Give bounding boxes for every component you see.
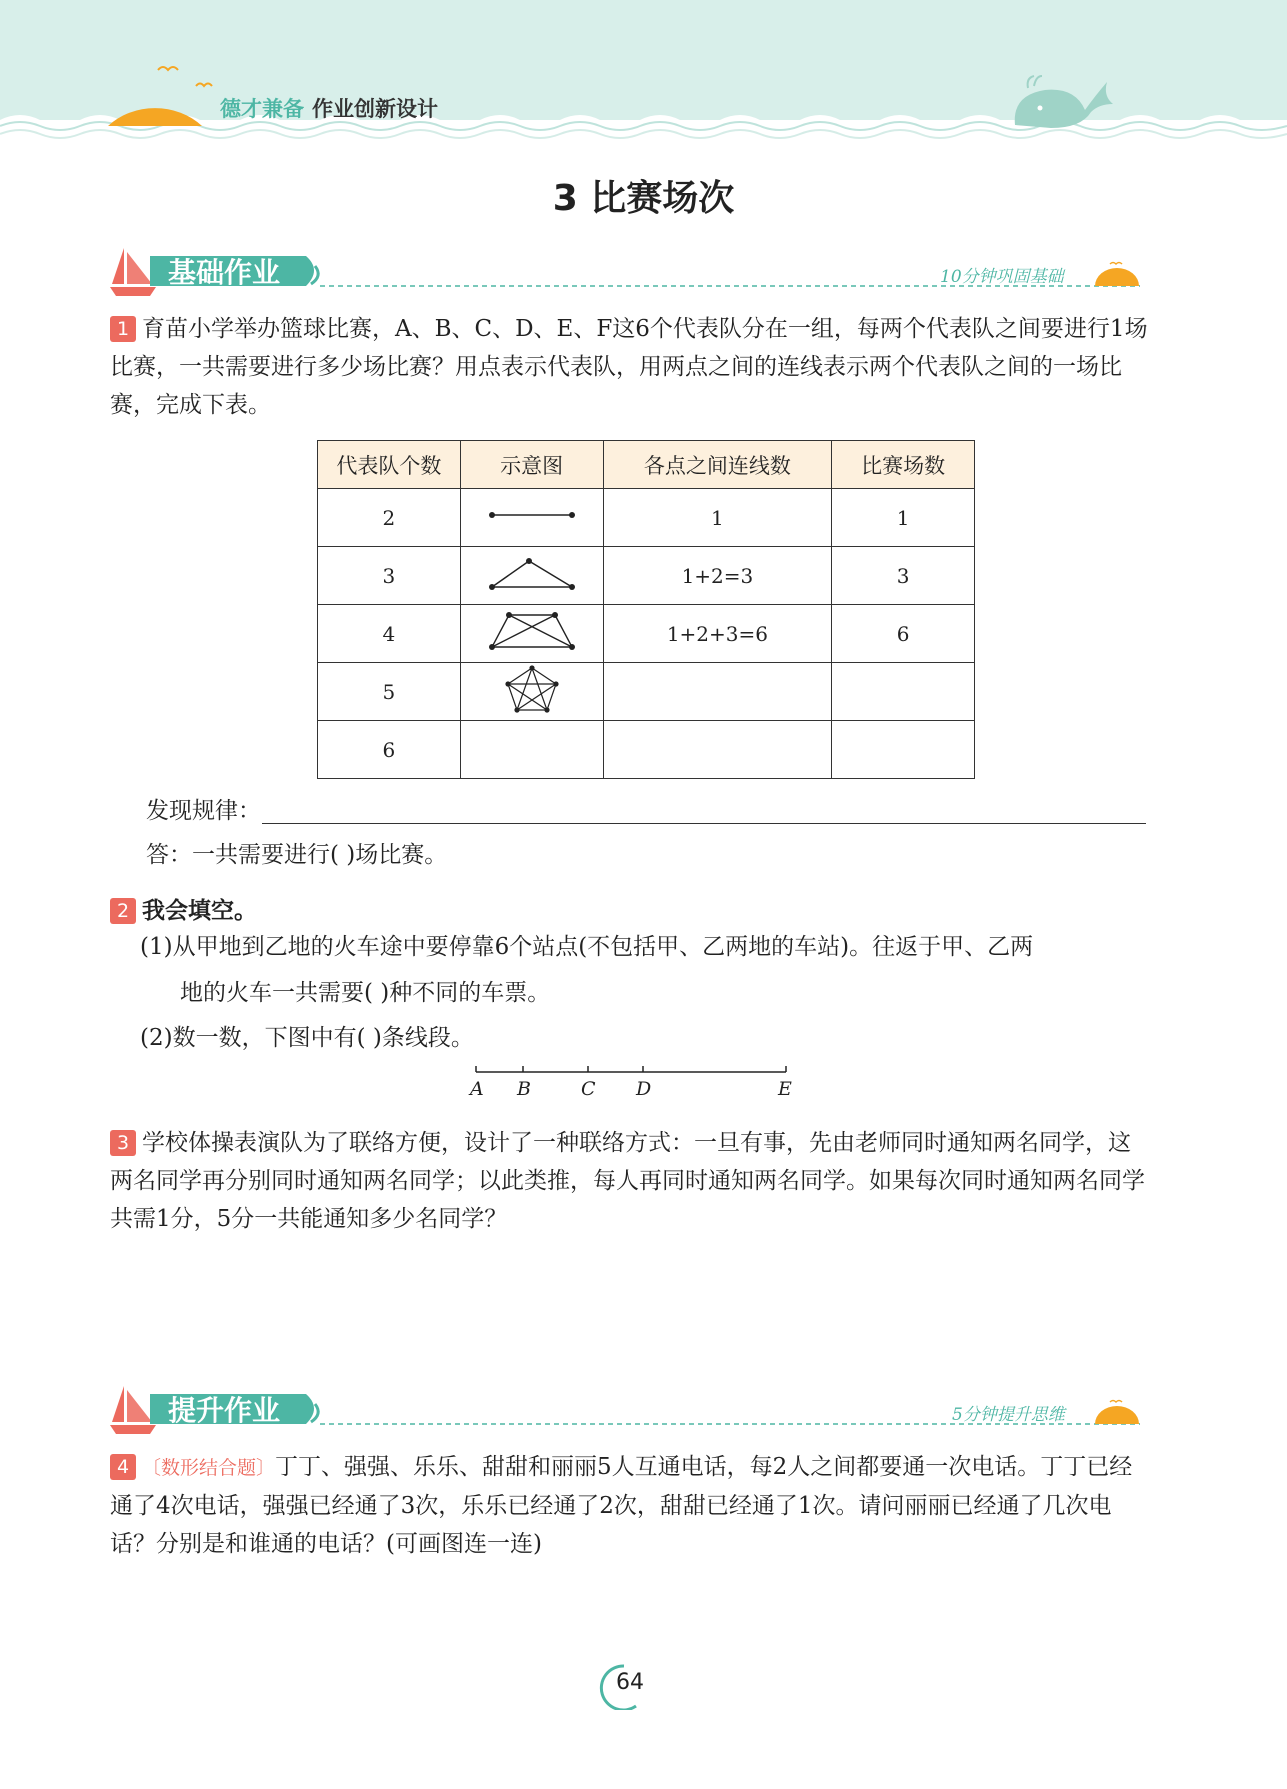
- point-label: C: [581, 1078, 596, 1100]
- sailboat-icon: [110, 248, 156, 296]
- line-diagram-icon: [487, 495, 577, 535]
- brand-title: [220, 93, 438, 123]
- cell-matches: 1: [832, 489, 975, 547]
- table-row: [318, 547, 975, 605]
- cell-matches: 6: [832, 605, 975, 663]
- question-number: 4: [110, 1454, 136, 1480]
- question-1: [110, 310, 1150, 424]
- question-heading: 我会填空。: [142, 898, 257, 924]
- pattern-label: 发现规律：: [146, 798, 261, 824]
- quadrilateral-diagram-icon: [487, 609, 577, 653]
- page-header-banner: [0, 0, 1287, 150]
- cell-diagram: [460, 721, 603, 779]
- section-label: 提升作业: [168, 1394, 281, 1427]
- page-number: 64: [616, 1670, 644, 1695]
- table-row: [318, 721, 975, 779]
- question-text: 育苗小学举办篮球比赛，A、B、C、D、E、F这6个代表队分在一组，每两个代表队之间要进行1场比赛，一共需要进行多少场比赛？用点表示代表队，用两点之间的连线表示两个代表队之间的一场比赛，完成下表。: [110, 316, 1148, 418]
- point-label: E: [778, 1078, 792, 1100]
- cell-diagram: [460, 547, 603, 605]
- question-text: 丁丁、强强、乐乐、甜甜和丽丽5人互通电话，每2人之间都要通一次电话。丁丁已经通了4次电话，强强已经通了3次，乐乐已经通了2次，甜甜已经通了1次。请问丽丽已经通了几次电话？分别是和谁通的电话？(可画图连一连): [110, 1454, 1133, 1557]
- question-4: [110, 1448, 1150, 1563]
- cell-diagram: [460, 663, 603, 721]
- header-matches: 比赛场数: [832, 441, 975, 489]
- cell-teams: 2: [318, 489, 461, 547]
- question-2: [110, 892, 257, 930]
- cell-lines: [603, 721, 832, 779]
- table-row: [318, 605, 975, 663]
- match-table: [317, 440, 975, 779]
- table-header-row: [318, 441, 975, 489]
- cell-lines: 1+2=3: [603, 547, 832, 605]
- question-3: [110, 1124, 1150, 1238]
- point-label: A: [470, 1078, 484, 1100]
- brand-left: 德才兼备: [220, 97, 304, 121]
- q2-part2: (2)数一数，下图中有( )条线段。: [140, 1025, 474, 1051]
- brand-right: 作业创新设计: [312, 97, 438, 121]
- section-basic-header: [110, 242, 1150, 302]
- cell-diagram: [460, 605, 603, 663]
- header-teams: 代表队个数: [318, 441, 461, 489]
- header-lines: 各点之间连线数: [603, 441, 832, 489]
- q2-part1-line1: (1)从甲地到乙地的火车途中要停靠6个站点(不包括甲、乙两地的车站)。往返于甲、乙两: [140, 934, 1034, 960]
- table-row: [318, 489, 975, 547]
- section-label: 基础作业: [168, 256, 281, 289]
- sunset-icon: [1095, 1401, 1139, 1425]
- cell-diagram: [460, 489, 603, 547]
- sailboat-icon: [110, 1386, 156, 1434]
- question-tag: 〔数形结合题〕: [142, 1457, 276, 1479]
- section-subtitle: 10分钟巩固基础: [940, 267, 1064, 287]
- cell-teams: 4: [318, 605, 461, 663]
- pentagon-diagram-icon: [502, 664, 562, 714]
- q2-part1-line2: 地的火车一共需要( )种不同的车票。: [180, 980, 551, 1006]
- cell-matches: [832, 721, 975, 779]
- page-title: 3 比赛场次: [552, 178, 735, 219]
- point-label: D: [636, 1078, 652, 1100]
- triangle-diagram-icon: [487, 553, 577, 593]
- cell-lines: [603, 663, 832, 721]
- cell-lines: 1+2+3=6: [603, 605, 832, 663]
- cell-teams: 5: [318, 663, 461, 721]
- cell-teams: 6: [318, 721, 461, 779]
- question-number: 2: [110, 898, 136, 924]
- question-text: 学校体操表演队为了联络方便，设计了一种联络方式：一旦有事，先由老师同时通知两名同学，这两名同学再分别同时通知两名同学；以此类推，每人再同时通知两名同学。如果每次同时通知两名同学共需1分，5分一共能通知多少名同学？: [110, 1130, 1145, 1232]
- q1-answer: 答：一共需要进行( )场比赛。: [146, 842, 448, 868]
- section-advanced-header: [110, 1380, 1150, 1440]
- header-diagram: 示意图: [460, 441, 603, 489]
- pattern-answer-line[interactable]: [262, 823, 1146, 824]
- sunset-icon: [1095, 263, 1139, 287]
- table-row: [318, 663, 975, 721]
- question-number: 3: [110, 1130, 136, 1156]
- cell-teams: 3: [318, 547, 461, 605]
- cell-lines: 1: [603, 489, 832, 547]
- segment-labels: [460, 1078, 800, 1102]
- cell-matches: 3: [832, 547, 975, 605]
- cell-matches: [832, 663, 975, 721]
- point-label: B: [517, 1078, 531, 1100]
- question-number: 1: [110, 316, 136, 342]
- section-subtitle: 5分钟提升思维: [952, 1405, 1065, 1425]
